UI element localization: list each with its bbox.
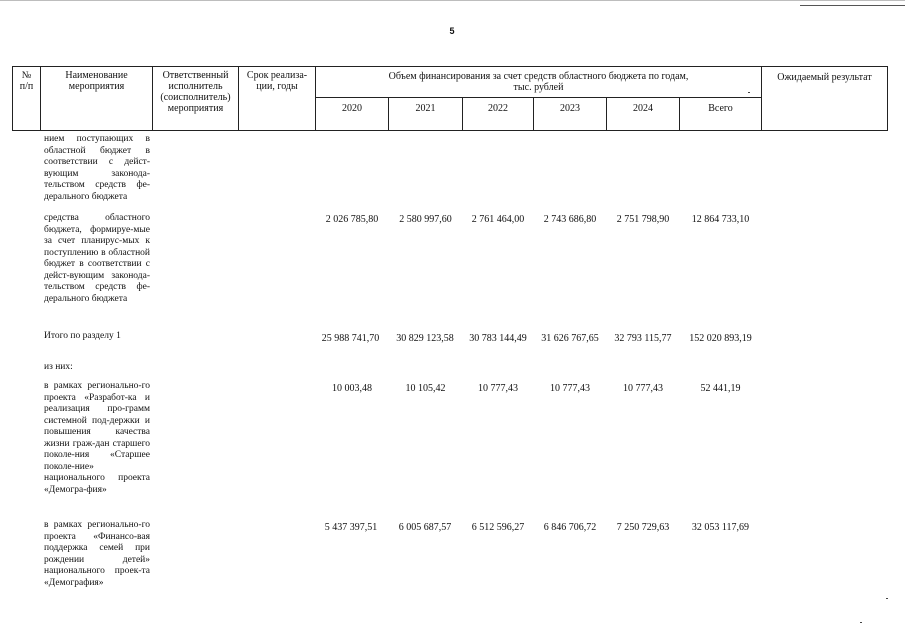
scan-speck xyxy=(860,622,862,623)
header-label-funding: Объем финансирования за счет средств областного бюджета по годам, тыс. рублей xyxy=(388,71,689,93)
header-label-year-2024: 2024 xyxy=(633,103,653,114)
scan-speck xyxy=(886,598,888,599)
row5-value-2024: 7 250 729,63 xyxy=(616,522,670,533)
row1-value-2023: 2 743 686,80 xyxy=(543,214,597,225)
row-name-older-generation: в рамках регионально-го проекта «Разработ-ка и реализация про-грамм системной под-держки и повышения качества жизни граж-дан старшего поколе-ния «Старшее поколе-ние» национального проекта «Демогра-фия» xyxy=(44,381,150,495)
row2-value-2021: 30 829 123,58 xyxy=(396,333,454,344)
row5-value-2022: 6 512 596,27 xyxy=(471,522,525,533)
row2-value-2024: 32 793 115,77 xyxy=(614,333,672,344)
header-label-total: Всего xyxy=(708,103,733,114)
header-label-year-2020: 2020 xyxy=(342,103,362,114)
row2-value-total: 152 020 893,19 xyxy=(689,333,752,344)
row4-value-total: 52 441,19 xyxy=(700,383,741,394)
top-right-line xyxy=(800,5,905,6)
header-label-result: Ожидаемый результат xyxy=(777,72,872,83)
row1-value-2022: 2 761 464,00 xyxy=(471,214,525,225)
top-border-line xyxy=(0,0,905,1)
row1-value-2020: 2 026 785,80 xyxy=(325,214,379,225)
row-name-continuation: нием поступающих в областной бюджет в соответствии с дейст-вующим законода-тельством средств фе-дерального бюджета xyxy=(44,134,150,202)
row1-value-2024: 2 751 798,90 xyxy=(616,214,670,225)
header-label-year-2021: 2021 xyxy=(415,103,436,114)
header-label-year-2022: 2022 xyxy=(488,103,508,114)
row2-value-2023: 31 626 767,65 xyxy=(541,333,599,344)
row4-value-2022: 10 777,43 xyxy=(478,383,518,394)
page-number: 5 xyxy=(449,26,455,36)
row1-value-2021: 2 580 997,60 xyxy=(399,214,452,225)
row-name-family-support: в рамках регионально-го проекта «Финансо-вая поддержка семей при рождении детей» национального проек-та «Демография» xyxy=(44,520,150,588)
row5-value-2023: 6 846 706,72 xyxy=(543,522,597,533)
row5-value-total: 32 053 117,69 xyxy=(691,522,750,533)
row5-value-2020: 5 437 397,51 xyxy=(324,522,378,533)
row2-value-2022: 30 783 144,49 xyxy=(469,333,527,344)
header-label-exec: Ответственный исполнитель (соисполнитель) мероприятия xyxy=(160,70,231,114)
row4-value-2021: 10 105,42 xyxy=(405,383,446,394)
header-label-year-2023: 2023 xyxy=(560,103,580,114)
header-label-no: № п/п xyxy=(19,70,34,92)
row5-value-2021: 6 005 687,57 xyxy=(398,522,452,533)
row4-value-2023: 10 777,43 xyxy=(550,383,590,394)
row-name-section-total: Итого по разделу 1 xyxy=(44,331,121,341)
row4-value-2024: 10 777,43 xyxy=(623,383,663,394)
row4-value-2020: 10 003,48 xyxy=(332,383,372,394)
header-label-term: Срок реализа- ции, годы xyxy=(246,70,308,92)
header-label-name: Наименование мероприятия xyxy=(65,70,128,92)
scan-speck xyxy=(748,92,750,93)
row1-value-total: 12 864 733,10 xyxy=(691,214,750,225)
row-name-regional-budget: средства областного бюджета, формируе-мые за счет планирус-мых к поступлению в областной бюджет в соответствии с дейст-вующим законода-тельством средств фе-дерального бюджета xyxy=(44,213,150,304)
row2-value-2020: 25 988 741,70 xyxy=(321,333,380,344)
row-name-of-which: из них: xyxy=(44,362,73,372)
